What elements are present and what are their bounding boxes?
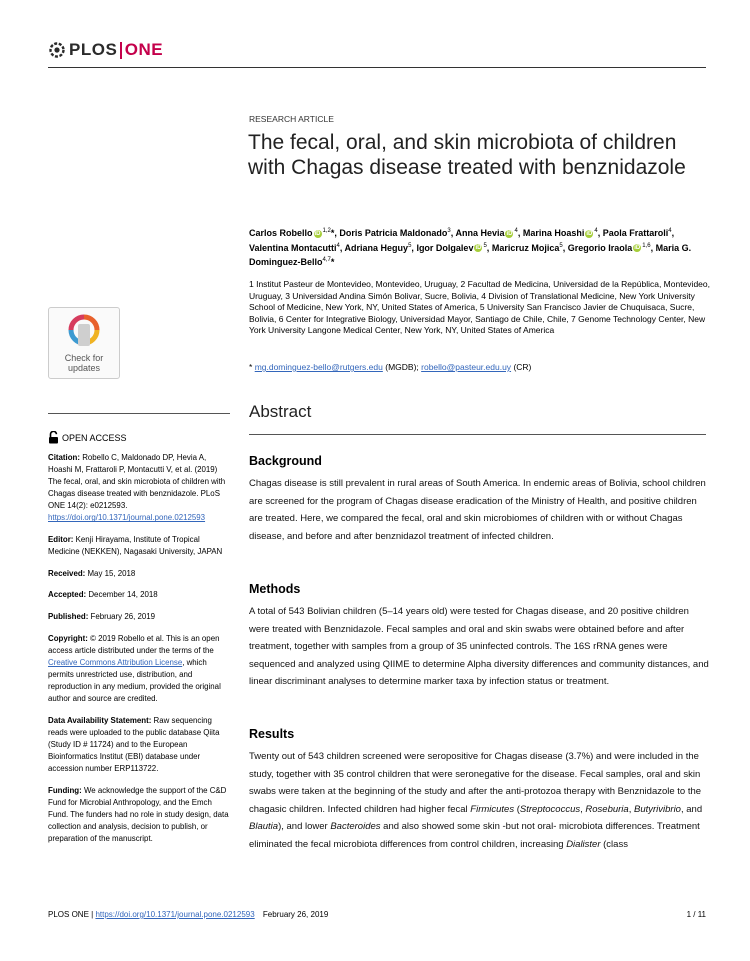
author-separator: , [339, 242, 343, 253]
results-text-run: Twenty out of 543 children screened were seropositive for Chagas disease (3.7%) and were included in the study, together with 35 control children that were seronegative for the disease. Fecal samples, oral and skin swabs were taken at the beginning of the study and after the anti-protozoa therapy with Benznidazole to the chagasic children. Infected children had higher fecal [249, 751, 702, 815]
author-separator: , [411, 242, 414, 253]
taxon-name: Firmicutes [470, 803, 515, 815]
abstract-title: Abstract [249, 402, 312, 421]
check-updates-line2: updates [67, 363, 101, 373]
author-separator: , [671, 228, 675, 238]
open-access-badge [48, 431, 127, 444]
methods-text: A total of 543 Bolivian children (5–14 years old) were tested for Chagas disease, and 20 positive children were treated with Benznidazole. Fecal samples and oral and skin swabs were obtained before and after treatment, together with samples from a group of 35 uninfected controls. The 16S rRNA genes were sequenced and analyzed using QIIME to determine Alpha diversity differences and community distances, and linear discriminant analyses to determine marker taxa by infection status or treatment. [249, 606, 709, 687]
received-label: Received: [48, 568, 86, 578]
published-block [48, 611, 230, 623]
open-access-label: OPEN ACCESS [62, 432, 127, 443]
accepted-block [48, 589, 230, 601]
author-name: Adriana Heguy [344, 242, 409, 253]
results-heading: Results [249, 727, 295, 741]
author-name: Igor Dolgalev [416, 242, 474, 253]
affiliations: 1 Institut Pasteur de Montevideo, Montevideo, Uruguay, 2 Facultad de Medicina, Universidad de la República, Montevideo, Uruguay, 3 Universidad Andina Simón Bolivar, Sucre, Bolivia, 4 Division of Translational Medicine, New York University School of Medicine, New York, NY, United States of America, 5 University San Francisco Javier de Chuquisaca, Sucre, Bolivia, 6 Center for Integrative Biology, Universidad Mayor, Santiago de Chile, Chile, 7 Genome Technology Center, New York University Langone Medical Center, New York, NY, United States of America [249, 279, 710, 335]
correspondence-marker: * [249, 362, 253, 372]
abstract-rule [249, 434, 706, 435]
author-affiliation-marker: 5 [483, 242, 487, 249]
author-separator: , [597, 228, 601, 238]
received-date: May 15, 2018 [87, 568, 136, 578]
taxon-name: Bacteroides [330, 821, 381, 832]
editor-label: Editor: [48, 535, 74, 545]
author-affiliation-marker: 4 [336, 242, 340, 249]
funding-label: Funding: [48, 785, 82, 795]
open-lock-icon [48, 431, 59, 444]
funding-text: We acknowledge the support of the C&D Fund for Microbial Anthropology, and the Emch Fund. The funders had no role in study design, data collection and analysis, decision to publish, or preparation of the manuscript. [48, 785, 229, 843]
check-updates-icon [68, 314, 100, 348]
author-separator: * [330, 257, 335, 267]
published-date: February 26, 2019 [90, 611, 156, 621]
results-text-run: , and [680, 803, 703, 815]
orcid-icon[interactable]: iD [506, 230, 513, 237]
taxon-name: Streptococcus [519, 803, 581, 815]
results-text-run: ), and lower [278, 821, 328, 832]
copyright-text: © 2019 Robello et al. This is an open access article distributed under the terms of the [48, 633, 220, 655]
author-name: Maria G. Dominguez-Bello [249, 242, 692, 267]
article-title: The fecal, oral, and skin microbiota of children with Chagas disease treated with benznidazole [248, 131, 686, 179]
plos-logo-icon [48, 41, 66, 59]
license-link[interactable]: Creative Commons Attribution License [48, 657, 183, 667]
author-separator: , [450, 228, 454, 238]
citation-doi-link[interactable]: https://doi.org/10.1371/journal.pone.0212593 [48, 513, 206, 523]
published-label: Published: [48, 611, 89, 621]
author-affiliation-marker: 5 [559, 242, 563, 249]
data-availability-label: Data Availability Statement: [48, 715, 152, 725]
author-separator: , [562, 242, 566, 253]
copyright-text-2: , which permits unrestricted use, distribution, and reproduction in any medium, provided the original author and source are credited. [48, 657, 221, 703]
results-text-run: , [628, 803, 632, 815]
background-text: Chagas disease is still prevalent in rural areas of South America. In endemic areas of Bolivia, school children are screened for the program of Chagas disease eradication of the Ministry of Health, and positive children are treated. Here, we compared the fecal, oral and skin microbiomes of children with or without Chagas disease, and before and after benznidazol treatment of infected children. [249, 478, 706, 542]
author-separator: , [486, 242, 490, 253]
taxon-name: Dialister [566, 838, 601, 850]
citation-text: Robello C, Maldonado DP, Hevia A, Hoashi M, Frattaroli P, Montacutti V, et al. (2019) The fecal, oral, and skin microbiota of children with Chagas disease treated with benznidazole. PLoS ONE 14(2): e0212593. [48, 453, 226, 511]
editor-text: Kenji Hirayama, Institute of Tropical Medicine (NEKKEN), Nagasaki University, JAPAN [48, 535, 223, 557]
author-affiliation-marker: 5 [408, 242, 412, 249]
author-list [249, 226, 714, 270]
author-affiliation-marker: 4 [668, 228, 672, 234]
footer-journal: PLOS ONE | [48, 910, 94, 919]
correspondence-who: (MGDB); [385, 362, 419, 372]
orcid-icon[interactable]: iD [314, 230, 321, 237]
author-name: Gregorio Iraola [567, 242, 633, 253]
page-footer [48, 910, 328, 919]
citation-block [48, 452, 230, 525]
background-heading: Background [249, 454, 322, 468]
footer-date: February 26, 2019 [262, 910, 329, 919]
author-affiliation-marker: 3 [447, 228, 451, 234]
data-availability-text: Raw sequencing reads were uploaded to the public database Qiita (Study ID # 11724) and to the European Bioinformatics Institut (EBI) database under accession number ERP113722. [48, 715, 220, 773]
citation-label: Citation: [48, 453, 80, 462]
author-affiliation-marker: 4 [514, 228, 518, 234]
orcid-icon[interactable]: iD [634, 245, 641, 252]
results-text [249, 748, 711, 853]
header-rule [48, 67, 706, 68]
correspondence-email-link[interactable]: mg.dominguez-bello@rutgers.edu [254, 362, 383, 372]
received-block [48, 568, 230, 580]
brand-plos: PLOS [69, 40, 118, 59]
author-affiliation-marker: 4,7 [322, 257, 331, 263]
author-name: Paola Frattaroli [602, 228, 669, 238]
plos-one-logo[interactable] [48, 40, 163, 60]
author-name: Maricruz Mojica [491, 242, 560, 253]
results-text-run: , [580, 803, 583, 815]
author-name: Anna Hevia [455, 228, 505, 238]
taxon-name: Blautia [249, 821, 279, 832]
taxon-name: Butyrivibrio [633, 803, 681, 815]
author-separator: , [650, 242, 654, 253]
accepted-label: Accepted: [48, 590, 87, 600]
author-separator: *, [330, 228, 337, 238]
copyright-block [48, 633, 230, 706]
taxon-name: Roseburia [585, 803, 629, 815]
correspondence [249, 362, 531, 372]
brand-separator [120, 42, 122, 59]
author-affiliation-marker: 1,6 [642, 242, 651, 249]
results-text-run: ( [516, 803, 520, 815]
article-type: RESEARCH ARTICLE [249, 114, 334, 124]
author-name: Marina Hoashi [522, 228, 585, 238]
correspondence-who: (CR) [513, 362, 532, 372]
correspondence-email-link[interactable]: robello@pasteur.edu.uy [421, 362, 512, 372]
author-name: Carlos Robello [249, 228, 313, 238]
page-number: 1 / 11 [686, 910, 706, 919]
orcid-icon[interactable]: iD [586, 230, 593, 237]
author-separator: , [517, 228, 521, 238]
copyright-label: Copyright: [48, 633, 88, 643]
check-updates-line1: Check for [64, 353, 104, 363]
data-availability-block [48, 715, 230, 775]
brand-one: ONE [124, 40, 164, 59]
methods-heading: Methods [249, 582, 301, 596]
orcid-icon[interactable]: iD [475, 245, 482, 252]
footer-doi-link[interactable]: https://doi.org/10.1371/journal.pone.0212593 [95, 910, 255, 919]
author-name: Doris Patricia Maldonado [339, 228, 448, 238]
results-text-run: (class [603, 838, 628, 850]
author-affiliation-marker: 4 [594, 228, 598, 234]
author-name: Valentina Montacutti [249, 242, 337, 253]
results-text-run: and also showed some skin -but not oral- microbiota differences. Treatment eliminated the fecal microbiota differences from control children, increasing [249, 821, 700, 850]
author-affiliation-marker: 1,2 [322, 228, 331, 234]
sidebar-rule [48, 413, 230, 414]
article-metadata [48, 452, 230, 855]
check-for-updates-button[interactable] [48, 307, 120, 379]
funding-block [48, 785, 230, 845]
editor-block [48, 534, 230, 558]
accepted-date: December 14, 2018 [88, 590, 158, 600]
